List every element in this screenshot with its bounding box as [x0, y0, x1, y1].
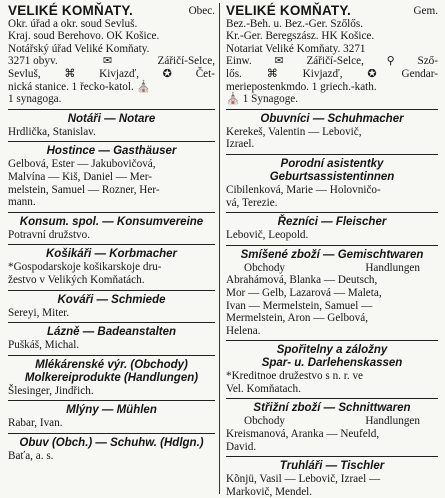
station-text: Kivjazď, — [99, 67, 139, 80]
intro-line — [8, 68, 215, 81]
railway-text: Sevluš, — [8, 67, 41, 80]
telegraph-icon: ⌘ — [64, 67, 76, 80]
intro-line: Notariat Veliké Komňaty. 3271 — [226, 42, 366, 55]
obec-label: Obec. — [188, 5, 215, 17]
entry-line: Markovič, Mendel. — [226, 485, 313, 498]
church-icon: ⛪ — [226, 93, 240, 106]
subheader-cz: Obchody — [244, 415, 286, 428]
entry-line: Malvína — Kiš, Daniel — Mer- — [8, 170, 152, 183]
entry-line: Potravní družstvo. — [8, 228, 91, 241]
post-icon: ✉ — [274, 55, 284, 68]
church-icon: ⛪ — [136, 80, 151, 93]
section-rule — [226, 154, 438, 155]
section-header-mills: Mlýny — Mühlen — [66, 404, 157, 417]
entry-line: Cibilenková, Marie — Holovničo- — [226, 183, 381, 196]
right-column — [226, 5, 438, 498]
intro-line: Okr. úřad a okr. soud Sevluš. — [8, 17, 138, 30]
intro-line — [8, 81, 215, 94]
section-header-midwives: Porodní asistentky — [280, 157, 384, 170]
section-header-shoemakers: Obuvníci — Schuhmacher — [260, 112, 404, 125]
entry-line: vá, Terezie. — [226, 196, 278, 209]
subheader-de: Handlungen — [365, 261, 420, 274]
entry-line: Kreismanová, Aranka — Neufeld, — [226, 428, 380, 441]
entry-line: David. — [226, 440, 257, 453]
church-text: nická stanice. 1 řecko-katol. — [8, 80, 134, 93]
section-rule — [8, 433, 215, 434]
section-header-baths: Lázně — Badeanstalten — [46, 326, 177, 339]
entry-line: melstein, Samuel — Rozner, Her- — [8, 183, 160, 196]
column-divider — [219, 3, 220, 494]
entry-line: Baťa, a. s. — [8, 449, 54, 462]
entry-line: Šlesinger, Jindřich. — [8, 384, 94, 397]
section-header-carpenters: Truhláři — Tischler — [279, 460, 385, 473]
section-header-dairy-de: Molkereiprodukte (Handlungen) — [24, 371, 199, 384]
subheader-row — [226, 415, 438, 428]
entry-line: Abrahámová, Blanka — Deutsch, — [226, 274, 378, 287]
section-header-butchers: Řezníci — Fleischer — [277, 216, 387, 229]
section-rule — [8, 244, 215, 245]
gendarmerie-icon: ✪ — [162, 67, 173, 80]
entry-line: Mor — Gelb, Lazarová — Maleta, — [226, 286, 382, 299]
subheader-row — [226, 262, 438, 275]
intro-line — [8, 55, 215, 68]
entry-line: Vel. Komňatach. — [226, 382, 301, 395]
section-rule — [226, 398, 438, 399]
section-header-savings: Spořitelny a záložny — [276, 344, 388, 357]
entry-line: Gelbová, Ester — Jakubovičová, — [8, 158, 156, 171]
section-header-midwives-de: Geburtsassistentinnen — [269, 170, 395, 183]
section-header-textiles: Střižní zboží — Schnittwaren — [253, 402, 411, 415]
subheader-de: Handlungen — [365, 415, 420, 428]
intro-line — [226, 93, 438, 106]
intro-line: meriepostenkmdo. 1 griech.-kath. — [226, 80, 377, 93]
section-rule — [226, 456, 438, 457]
entry-line: Lebovič, Leopold. — [226, 229, 309, 242]
section-header-savings-de: Spar- u. Darlehenskassen — [261, 357, 403, 370]
section-rule — [226, 245, 438, 246]
left-column — [8, 5, 215, 462]
town-title-cz: VELIKÉ KOMŇATY. — [8, 3, 134, 18]
entry-line: Helena. — [226, 324, 261, 337]
town-title-de: VELIKÉ KOMŇATY. — [226, 3, 352, 18]
entry-line: *Kreditnoe družestvo s n. r. ve — [226, 370, 364, 383]
intro-line — [226, 55, 438, 68]
entry-line: Mermelstein, Aron — Gelbová, — [226, 312, 368, 325]
section-rule — [8, 212, 215, 213]
section-rule — [226, 109, 438, 110]
section-rule — [8, 322, 215, 323]
intro-line: 1 synagoga. — [8, 93, 62, 106]
railway-icon: ⚲ — [386, 55, 395, 68]
telegraph-icon: ⌘ — [266, 67, 278, 80]
gendarmerie-text: Čet- — [195, 67, 215, 80]
section-header-consumer: Konsum. spol. — Konsumvereine — [19, 215, 204, 228]
section-rule — [226, 340, 438, 341]
entry-line: žestvo v Velikých Komňatách. — [8, 273, 145, 286]
subheader-cz: Obchody — [244, 261, 286, 274]
section-header-dairy: Mlékárenské výr. (Obchody) — [35, 358, 188, 371]
inhabitants-text: Einw. — [226, 55, 252, 68]
entry-line: Ivan — Mermelstein, Samuel — — [226, 299, 373, 312]
entry-line: mann. — [8, 196, 36, 209]
section-header-basketmakers: Košikáři — Korbmacher — [45, 248, 177, 261]
section-header-notaries: Notáři — Notare — [67, 112, 156, 125]
section-rule — [8, 109, 215, 110]
section-header-mixed-goods: Smíšené zboží — Gemischtwaren — [240, 248, 424, 261]
post-icon: ✉ — [102, 55, 113, 68]
szolos-text: lős. — [226, 67, 242, 80]
population-text: 3271 obyv. — [8, 55, 58, 68]
intro-line: Bez.-Beh. u. Bez.-Ger. Szőlős. — [226, 17, 364, 30]
railway-text: Sző- — [417, 55, 438, 68]
intro-line: Kr.-Ger. Beregszász. HK Košice. — [226, 30, 375, 43]
section-header-shoes: Obuv (Obch.) — Schuhw. (Hdlgn.) — [19, 436, 204, 449]
section-rule — [8, 141, 215, 142]
station-text: Kivjazď, — [302, 67, 343, 80]
intro-line — [226, 68, 438, 81]
section-header-inns: Hostince — Gasthäuser — [46, 145, 177, 158]
gendarmerie-icon: ✪ — [367, 67, 377, 80]
entry-line: Rabar, Ivan. — [8, 417, 63, 430]
synagogue-text: 1 Synagoge. — [242, 93, 299, 106]
post-office-text: Zářičí-Selce, — [306, 55, 364, 68]
gendarmerie-text: Gendar- — [401, 67, 438, 80]
entry-line: Puškáš, Michal. — [8, 339, 80, 352]
entry-line: *Gospodarskoje košikarskoje dru- — [8, 261, 162, 274]
entry-line: Kerekeš, Valentin — Lebovič, — [226, 125, 362, 138]
intro-line: Kraj. soud Berehovo. OK Košice. — [8, 30, 160, 43]
entry-line: Kõnjü, Vasil — Lebovič, Izrael — — [226, 473, 381, 486]
section-header-smiths: Kováři — Schmiede — [57, 293, 166, 306]
gem-label: Gem. — [413, 5, 438, 17]
entry-line: Izrael. — [226, 138, 255, 151]
post-office-text: Zářičí-Selce, — [157, 55, 215, 68]
right-intro-line-1 — [226, 5, 438, 18]
intro-line: Notářský úřad Veliké Komňaty. — [8, 42, 150, 55]
section-rule — [8, 400, 215, 401]
section-rule — [8, 290, 215, 291]
entry-line: Hrdlička, Stanislav. — [8, 125, 96, 138]
entry-line: Sereyi, Miter. — [8, 306, 70, 319]
section-rule — [8, 355, 215, 356]
left-intro-line-1 — [8, 5, 215, 18]
section-rule — [226, 212, 438, 213]
